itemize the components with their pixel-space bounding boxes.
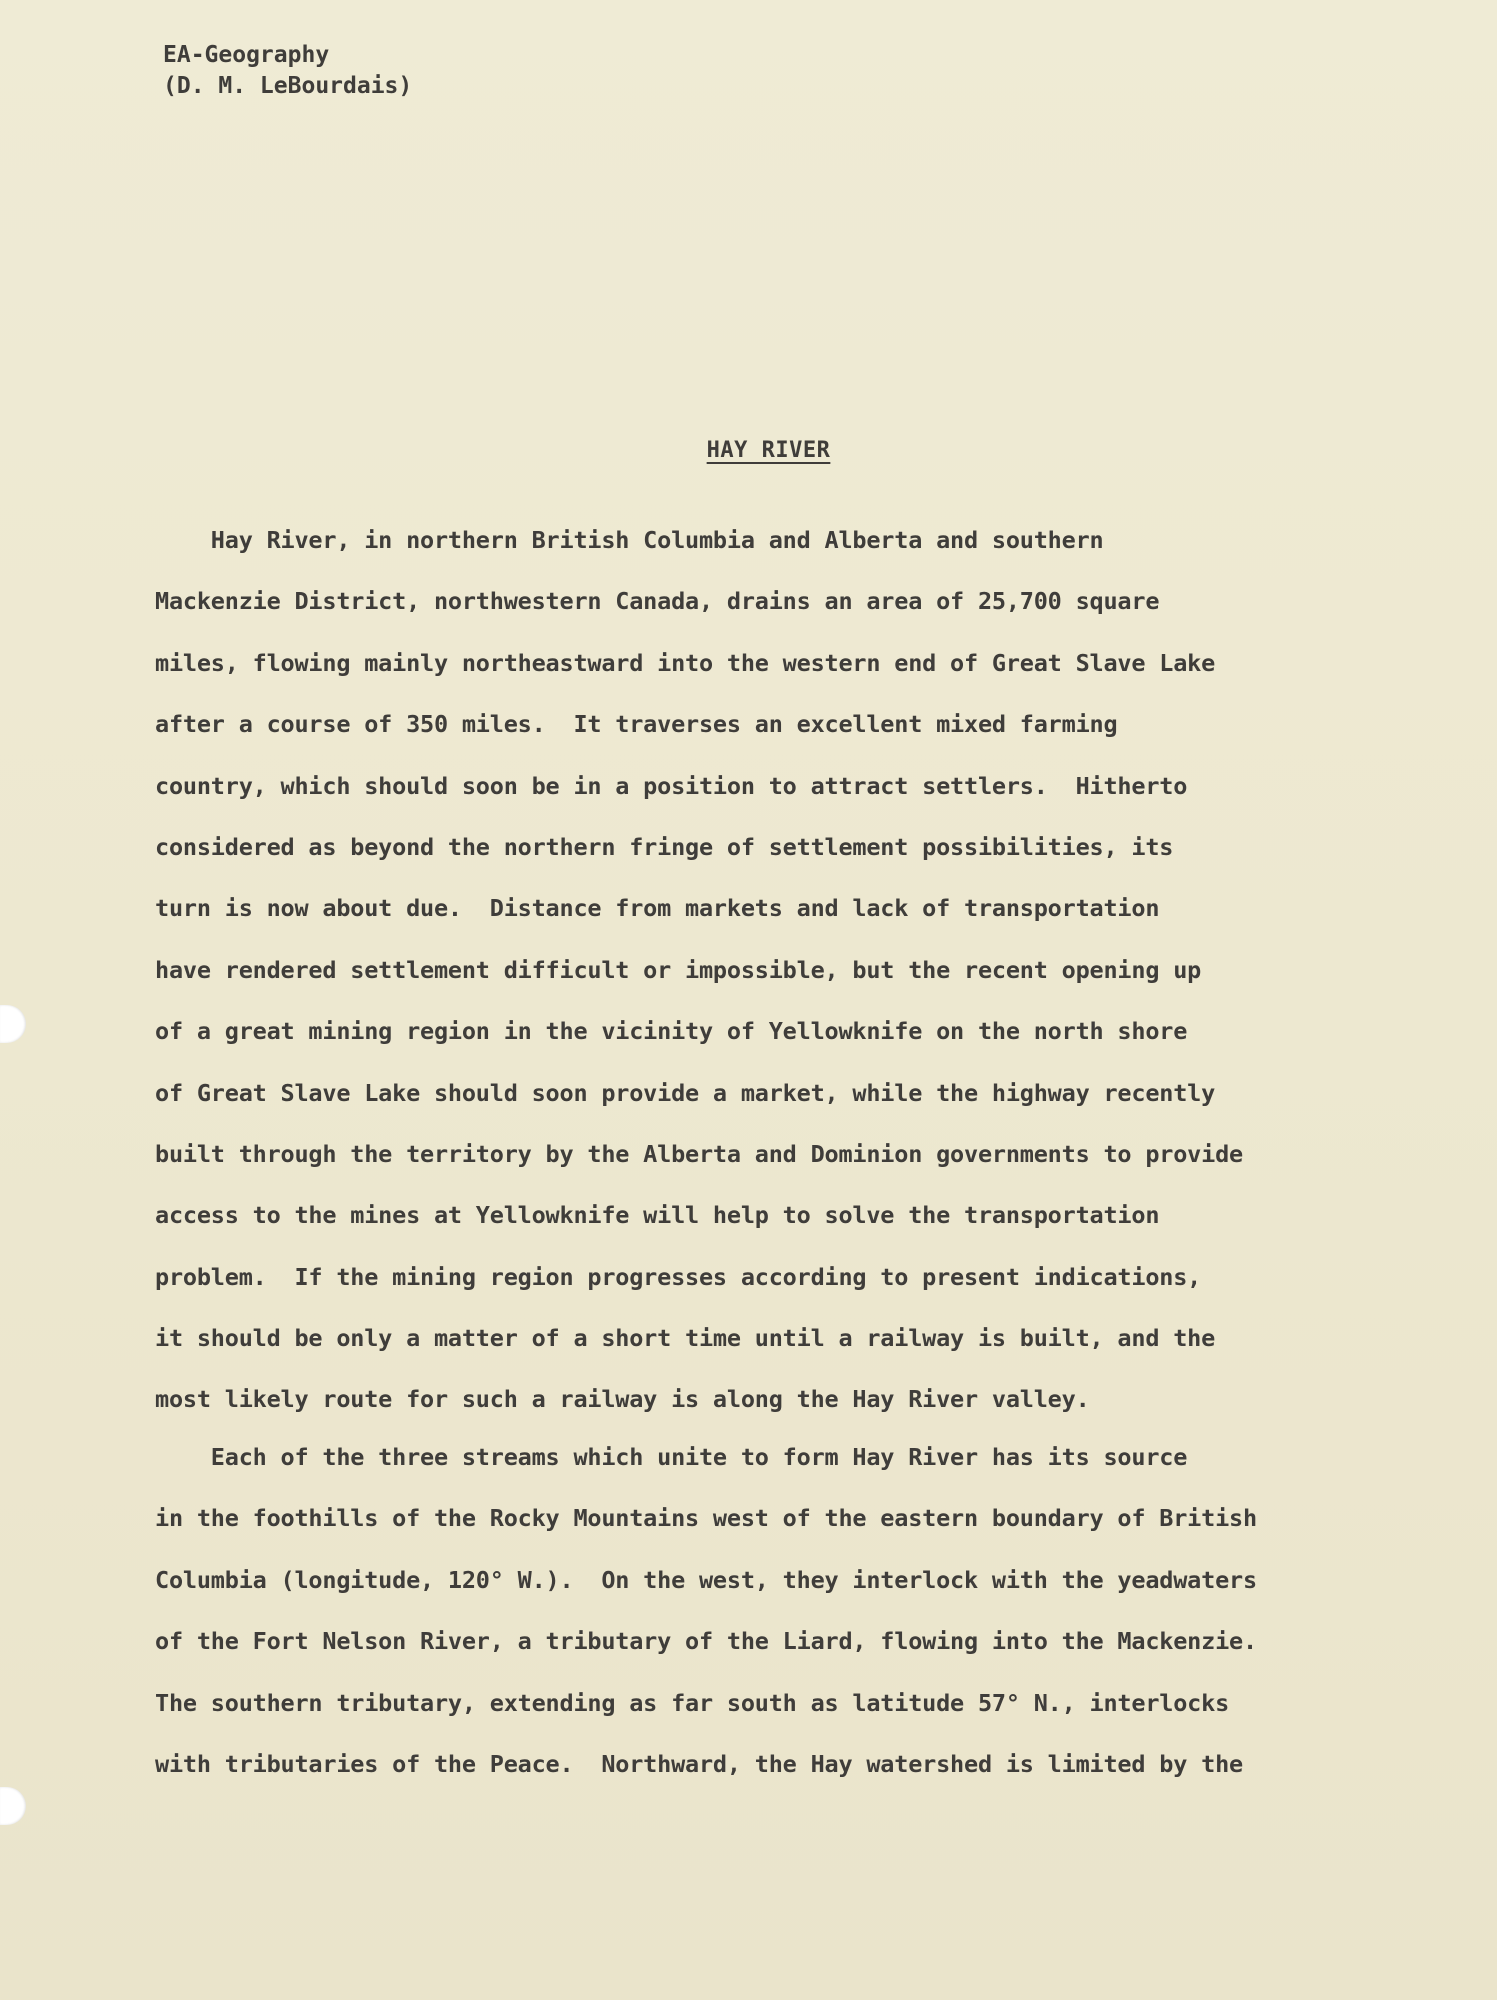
- text-line: it should be only a matter of a short time until a railway is built, and the: [155, 1324, 1216, 1353]
- page-title: HAY RIVER: [706, 438, 831, 463]
- text-line: after a course of 350 miles. It traverses an excellent mixed farming: [155, 710, 1118, 739]
- text-line: Each of the three streams which unite to form Hay River has its source: [155, 1443, 1188, 1471]
- text-line: Columbia (longitude, 120° W.). On the west, they interlock with the yeadwaters: [155, 1565, 1257, 1594]
- punch-hole: [0, 1787, 26, 1825]
- paragraph-1: [155, 510, 1375, 1431]
- text-line: miles, flowing mainly northeastward into the western end of Great Slave Lake: [155, 648, 1216, 677]
- text-line: The southern tributary, extending as far south as latitude 57° N., interlocks: [155, 1688, 1230, 1717]
- text-line: access to the mines at Yellowknife will help to solve the transportation: [155, 1201, 1160, 1230]
- document-header: [163, 40, 412, 102]
- text-line: Mackenzie District, northwestern Canada, drains an area of 25,700 square: [155, 587, 1160, 616]
- text-line: turn is now about due. Distance from markets and lack of transportation: [155, 894, 1160, 923]
- header-category: EA-Geography: [163, 42, 330, 68]
- text-line: considered as beyond the northern fringe of settlement possibilities, its: [155, 832, 1174, 861]
- text-line: Hay River, in northern British Columbia and Alberta and southern: [155, 526, 1104, 554]
- text-line: built through the territory by the Alberta and Dominion governments to provide: [155, 1139, 1243, 1168]
- text-line: have rendered settlement difficult or impossible, but the recent opening up: [155, 955, 1202, 984]
- text-line: of the Fort Nelson River, a tributary of the Liard, flowing into the Mackenzie.: [155, 1627, 1257, 1656]
- text-line: with tributaries of the Peace. Northward, the Hay watershed is limited by the: [155, 1749, 1243, 1778]
- punch-hole: [0, 1005, 26, 1043]
- paragraph-2: [155, 1427, 1375, 1795]
- header-author: (D. M. LeBourdais): [163, 73, 413, 99]
- text-line: of a great mining region in the vicinity of Yellowknife on the north shore: [155, 1017, 1188, 1046]
- text-line: most likely route for such a railway is along the Hay River valley.: [155, 1385, 1090, 1414]
- text-line: problem. If the mining region progresses according to present indications,: [155, 1262, 1202, 1291]
- text-line: country, which should soon be in a position to attract settlers. Hitherto: [155, 771, 1188, 800]
- text-line: of Great Slave Lake should soon provide a market, while the highway recently: [155, 1078, 1216, 1107]
- text-line: in the foothills of the Rocky Mountains west of the eastern boundary of British: [155, 1504, 1257, 1533]
